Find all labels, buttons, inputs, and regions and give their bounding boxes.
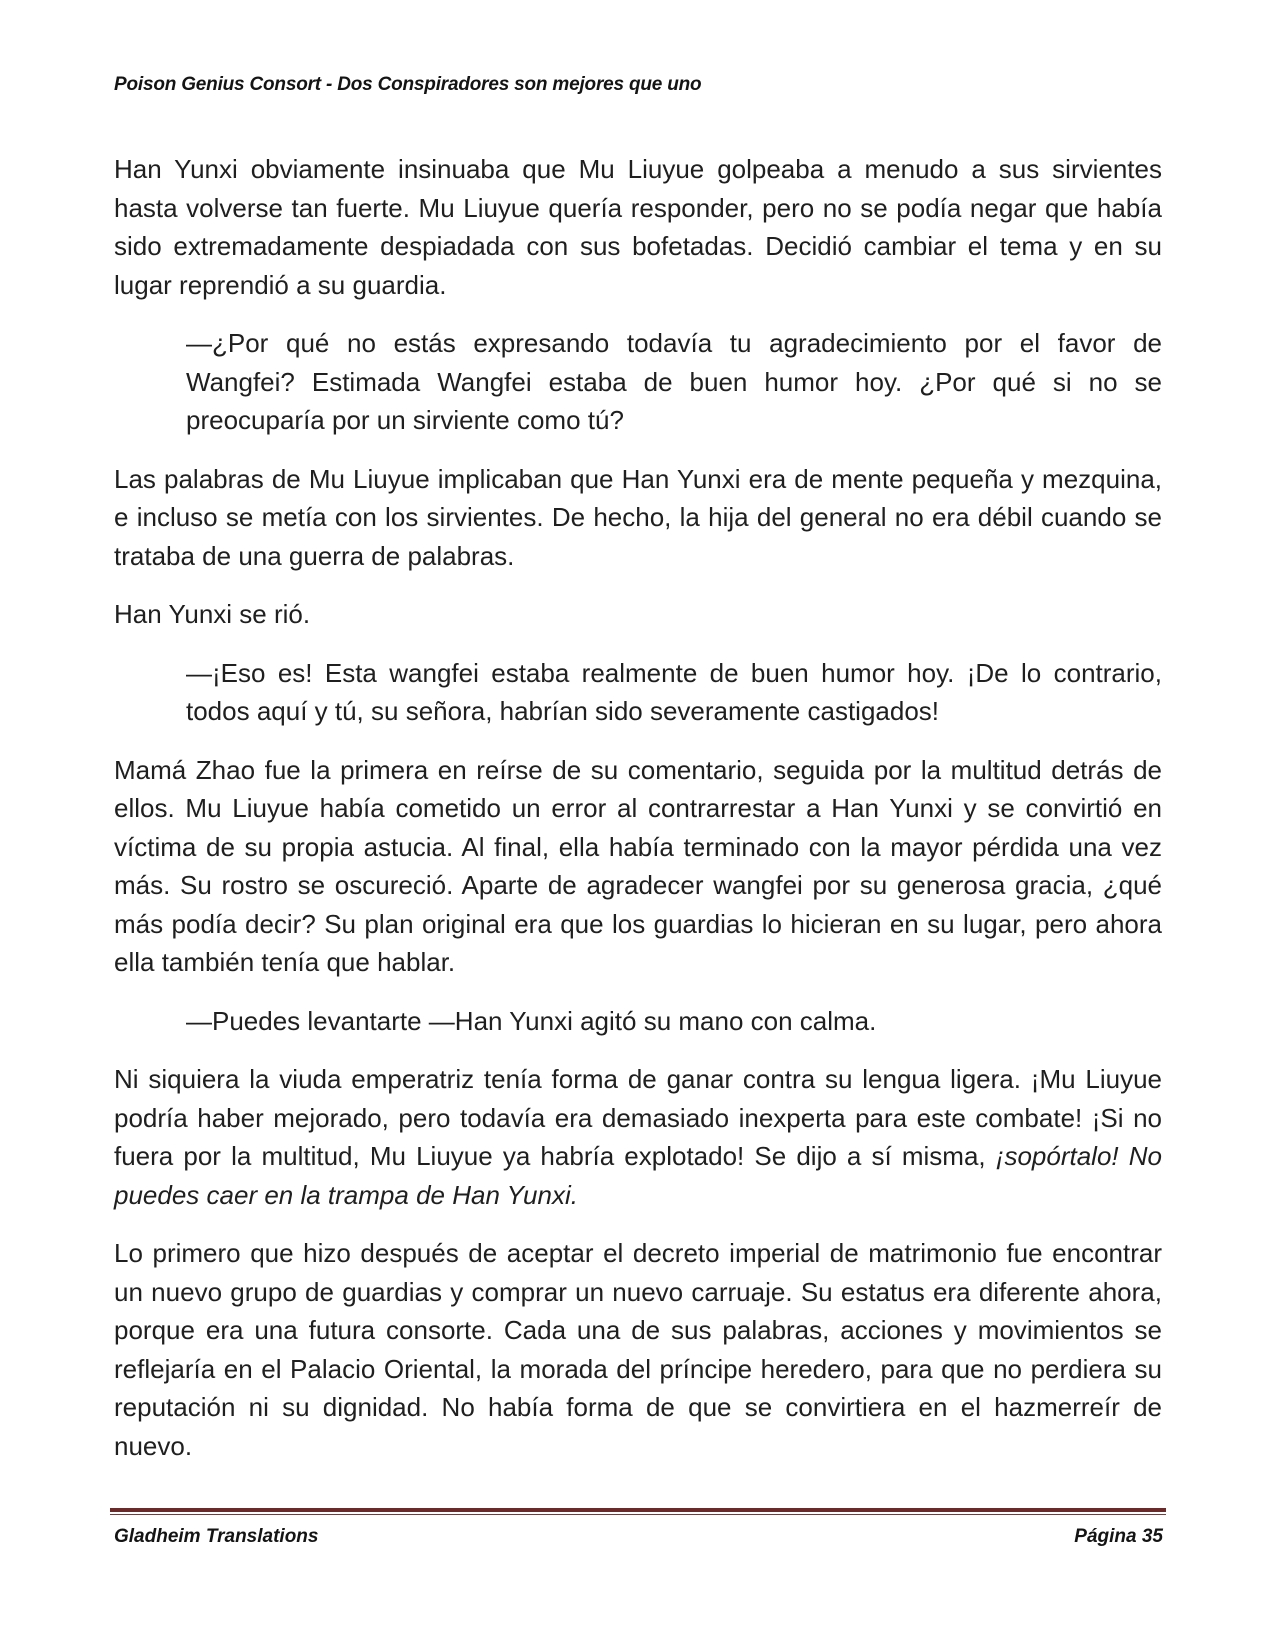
footer-divider bbox=[110, 1508, 1166, 1512]
paragraph-text: Han Yunxi obviamente insinuaba que Mu Liuyue golpeaba a menudo a sus sirvientes hasta volverse tan fuerte. Mu Liuyue quería responder, pero no se podía negar que había sido extremadamente despiadada con sus bofetadas. Decidió cambiar el tema y en su lugar reprendió a su guardia. bbox=[114, 154, 1162, 300]
paragraph-text: Mamá Zhao fue la primera en reírse de su comentario, seguida por la multitud detrás de ellos. Mu Liuyue había cometido un error al contrarrestar a Han Yunxi y se convirtió en víctima de su propia astucia. Al final, ella había terminado con la mayor pérdida una vez más. Su rostro se oscureció. Aparte de agradecer wangfei por su generosa gracia, ¿qué más podía decir? Su plan original era que los guardias lo hicieran en su lugar, pero ahora ella también tenía que hablar. bbox=[114, 754, 1162, 977]
dialogue-paragraph bbox=[114, 324, 1162, 440]
body-text bbox=[114, 150, 1162, 1485]
dialogue-paragraph bbox=[114, 654, 1162, 731]
paragraph bbox=[114, 1060, 1162, 1214]
paragraph-text: Lo primero que hizo después de aceptar el decreto imperial de matrimonio fue encontrar un nuevo grupo de guardias y comprar un nuevo carruaje. Su estatus era diferente ahora, porque era una futura consorte. Cada una de sus palabras, acciones y movimientos se reflejaría en el Palacio Oriental, la morada del príncipe heredero, para que no perdiera su reputación ni su dignidad. No había forma de que se convirtiera en el hazmerreír de nuevo. bbox=[114, 1238, 1162, 1461]
paragraph bbox=[114, 595, 1162, 634]
dialogue-paragraph bbox=[114, 1002, 1162, 1041]
paragraph bbox=[114, 751, 1162, 982]
paragraph bbox=[114, 150, 1162, 304]
italic-thought: ¡sopórtalo! No puedes caer en la trampa de Han Yunxi. bbox=[114, 1141, 1162, 1210]
running-header: Poison Genius Consort - Dos Conspiradores son mejores que uno bbox=[114, 74, 702, 95]
paragraph bbox=[114, 1234, 1162, 1465]
paragraph bbox=[114, 460, 1162, 576]
paragraph-text: Ni siquiera la viuda emperatriz tenía forma de ganar contra su lengua ligera. ¡Mu Liuyue podría haber mejorado, pero todavía era demasiado inexperta para este combate! ¡Si no fuera por la multitud, Mu Liuyue ya habría explotado! Se dijo a sí misma, bbox=[114, 1064, 1162, 1171]
footer-page-number: Página 35 bbox=[1074, 1526, 1163, 1547]
footer-publisher: Gladheim Translations bbox=[114, 1526, 319, 1547]
paragraph-text: Han Yunxi se rió. bbox=[114, 599, 311, 629]
paragraph-text: —Puedes levantarte —Han Yunxi agitó su mano con calma. bbox=[186, 1005, 877, 1036]
footer-divider-thin bbox=[110, 1514, 1166, 1515]
paragraph-text: —¿Por qué no estás expresando todavía tu agradecimiento por el favor de Wangfei? Estimada Wangfei estaba de buen humor hoy. ¿Por qué si no se preocuparía por un sirviente como tú? bbox=[186, 328, 1162, 435]
paragraph-text: Las palabras de Mu Liuyue implicaban que Han Yunxi era de mente pequeña y mezquina, e incluso se metía con los sirvientes. De hecho, la hija del general no era débil cuando se trataba de una guerra de palabras. bbox=[114, 463, 1162, 571]
paragraph-text: —¡Eso es! Esta wangfei estaba realmente de buen humor hoy. ¡De lo contrario, todos aquí y tú, su señora, habrían sido severamente castigados! bbox=[186, 657, 1162, 726]
